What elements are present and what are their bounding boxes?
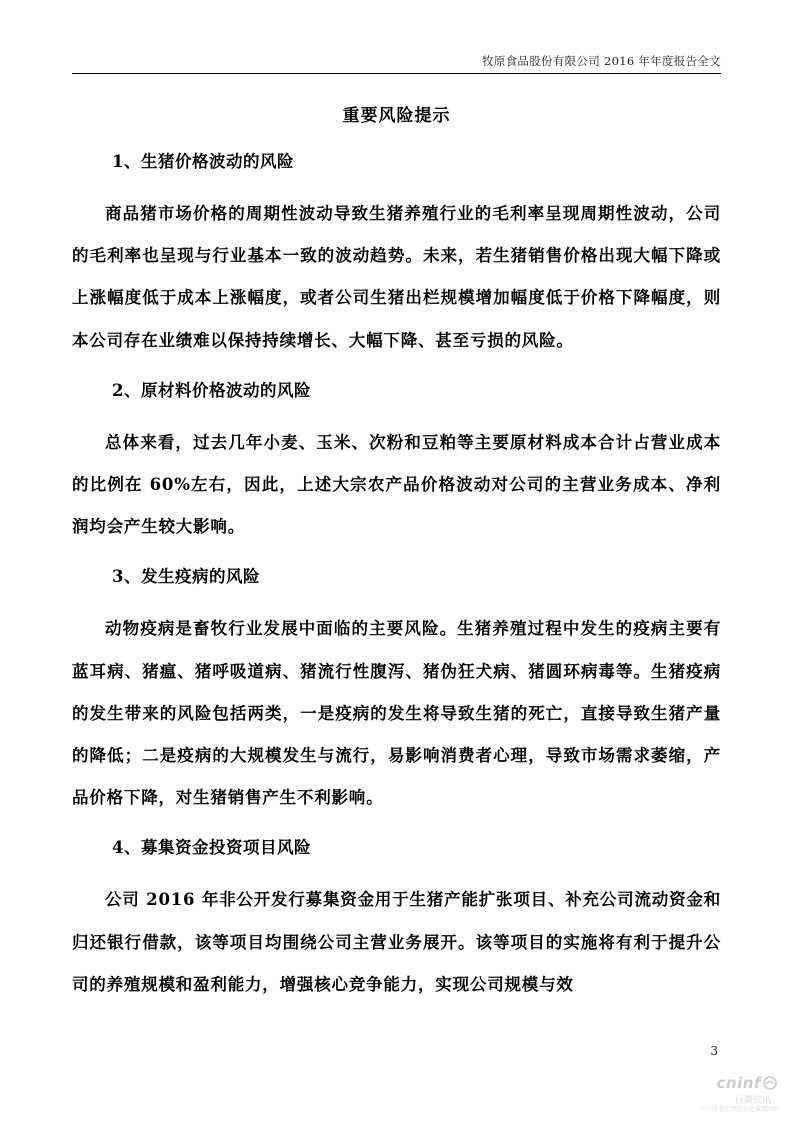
risk-section-price: [72, 141, 721, 362]
section-heading: 2、原材料价格波动的风险: [112, 380, 311, 400]
risk-section-materials: [72, 370, 721, 549]
page-title: 重要风险提示: [342, 106, 451, 126]
section-heading: 4、募集资金投资项目风险: [112, 838, 311, 858]
section-body: 公司 2016 年非公开发行募集资金用于生猪产能扩张项目、补充公司流动资金和归还银行借款，该等项目均围绕公司主营业务展开。该等项目的实施将有利于提升公司的养殖规模和盈利能力，增强核心竞争能力，实现公司规模与效: [72, 890, 721, 994]
cninfo-watermark: [675, 1074, 785, 1114]
section-body: 总体来看，过去几年小麦、玉米、次粉和豆粕等主要原材料成本合计占营业成本的比例在 60%左右，因此，上述大宗农产品价格波动对公司的主营业务成本、净利润均会产生较大影响。: [72, 432, 721, 537]
page-number: 3: [710, 1044, 718, 1058]
section-heading: 3、发生疫病的风险: [112, 567, 260, 587]
running-header: 牧原食品股份有限公司 2016 年年度报告全文: [482, 54, 721, 68]
risk-section-disease: [72, 556, 721, 819]
header-rule: [72, 73, 721, 74]
cninfo-logo-icon: [763, 1076, 777, 1090]
watermark-logo-text: cninf: [716, 1074, 761, 1092]
section-heading: 1、生猪价格波动的风险: [112, 152, 294, 171]
watermark-tagline: 中国证监会指定信息披露网站: [700, 1106, 779, 1113]
section-body: 商品猪市场价格的周期性波动导致生猪养殖行业的毛利率呈现周期性波动，公司的毛利率也呈现与行业基本一致的波动趋势。未来，若生猪销售价格出现大幅下降或上涨幅度低于成本上涨幅度，或者公司生猪出栏规模增加幅度低于价格下降幅度，则本公司存在业绩难以保持持续增长、大幅下降、甚至亏损的风险。: [72, 204, 721, 350]
page-content: [72, 100, 721, 1006]
watermark-cn-name: 巨潮资讯: [734, 1096, 771, 1106]
section-body: 动物疫病是畜牧行业发展中面临的主要风险。生猪养殖过程中发生的疫病主要有蓝耳病、猪瘟、猪呼吸道病、猪流行性腹泻、猪伪狂犬病、猪圆环病毒等。生猪疫病的发生带来的风险包括两类，一是疫病的发生将导致生猪的死亡，直接导致生猪产量的降低；二是疫病的大规模发生与流行，易影响消费者心理，导致市场需求萎缩，产品价格下降，对生猪销售产生不利影响。: [72, 619, 721, 808]
risk-section-fundraising: [72, 827, 721, 1006]
